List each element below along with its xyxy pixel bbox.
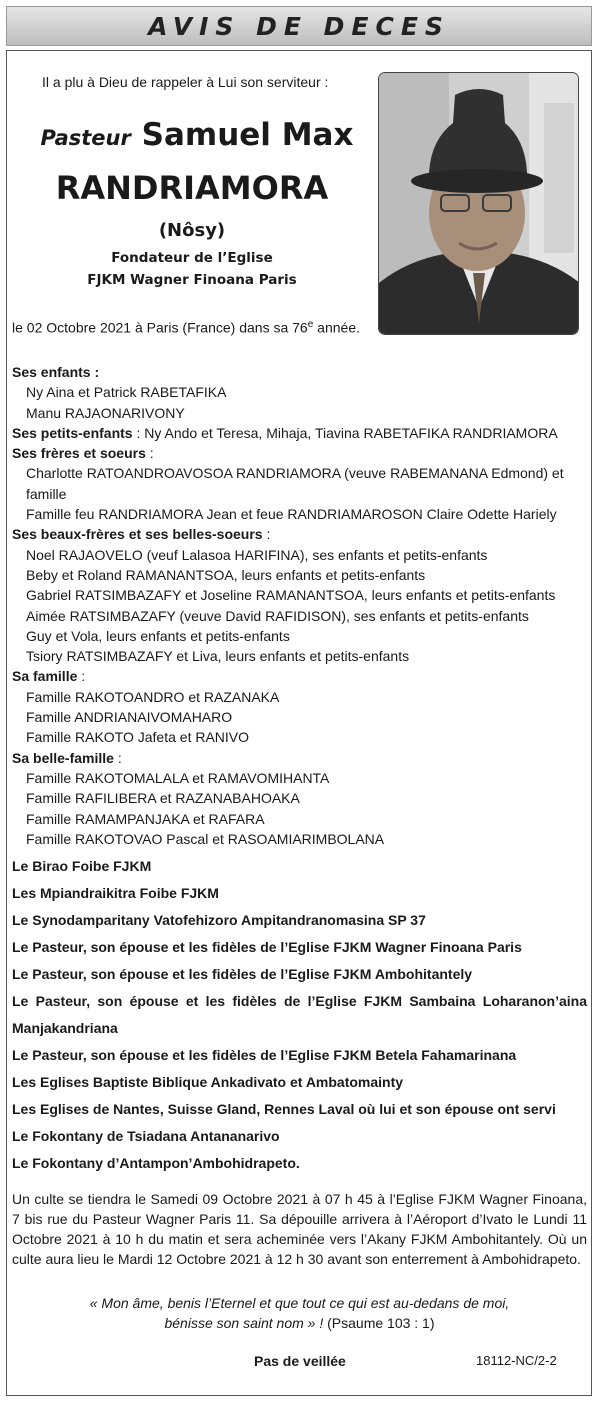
family-group-head: Ses petits-enfants xyxy=(12,424,133,441)
notice-header xyxy=(6,6,592,46)
list-item: Famille RAKOTOMALALA et RAMAVOMIHANTA xyxy=(26,769,330,786)
family-group-grandchildren xyxy=(12,423,587,443)
quote-line2: bénisse son saint nom » ! xyxy=(164,1315,324,1331)
list-item: Famille RAKOTOVAO Pascal et RASOAMIARIMBOLANA xyxy=(26,830,385,847)
institution-line: Les Eglises de Nantes, Suisse Gland, Rennes Laval où lui et son épouse ont servi xyxy=(12,1101,556,1117)
death-date-text: le 02 Octobre 2021 à Paris (France) dans sa 76 xyxy=(12,319,308,336)
list-item: Guy et Vola, leurs enfants et petits-enfants xyxy=(26,627,290,644)
list-item: Tsiory RATSIMBAZAFY et Liva, leurs enfants et petits-enfants xyxy=(26,648,410,665)
institution-line: Les Eglises Baptiste Biblique Ankadivato et Ambatomainty xyxy=(12,1074,404,1090)
family-group-family xyxy=(12,666,587,747)
list-item: Manu RAJAONARIVONY xyxy=(26,404,185,421)
quote-reference: (Psaume 103 : 1) xyxy=(323,1315,435,1331)
list-item: Gabriel RATSIMBAZAFY et Joseline RAMANANTSOA, leurs enfants et petits-enfants xyxy=(26,587,556,604)
family-group-head: Ses frères et soeurs xyxy=(12,445,146,462)
death-date xyxy=(12,319,360,336)
deceased-title: Pasteur xyxy=(40,126,131,150)
list-item: Famille ANDRIANAIVOMAHARO xyxy=(26,709,233,726)
family-group-inline: : xyxy=(262,526,271,543)
family-group-head: Ses enfants : xyxy=(12,364,100,380)
intro-text: Il a plu à Dieu de rappeler à Lui son serviteur : xyxy=(42,74,329,90)
scripture-quote xyxy=(12,1293,587,1333)
death-date-suffix: année. xyxy=(313,319,360,336)
list-item: Beby et Roland RAMANANTSOA, leurs enfants et petits-enfants xyxy=(26,566,426,583)
family-group-in-law-siblings xyxy=(12,524,587,666)
institution-line: Le Pasteur, son épouse et les fidèles de l’Eglise FJKM Wagner Finoana Paris xyxy=(12,939,522,955)
quote-line1: « Mon âme, benis l’Eternel et que tout ce qui est au-dedans de moi, xyxy=(89,1295,510,1311)
institution-line: Le Fokontany de Tsiadana Antananarivo xyxy=(12,1128,280,1144)
institution-line: Le Synodamparitany Vatofehizoro Ampitandranomasina SP 37 xyxy=(12,912,426,928)
family-group-head: Sa famille xyxy=(12,668,78,685)
portrait-illustration xyxy=(379,73,579,335)
no-wake-note: Pas de veillée xyxy=(254,1353,346,1369)
list-item: Noel RAJAOVELO (veuf Lalasoa HARIFINA), ses enfants et petits-enfants xyxy=(26,546,488,563)
family-list xyxy=(12,362,587,849)
family-group-inline: : xyxy=(145,445,154,462)
deceased-name-line1 xyxy=(12,115,382,158)
list-item: Aimée RATSIMBAZAFY (veuve David RAFIDISON), ses enfants et petits-enfants xyxy=(26,607,529,624)
institutions-list xyxy=(12,853,587,1177)
list-item: Charlotte RATOANDROAVOSOA RANDRIAMORA (veuve RABEMANANA Edmond) et famille xyxy=(26,465,564,502)
institution-line: Le Birao Foibe FJKM xyxy=(12,858,152,874)
institution-line: Le Fokontany d’Antampon’Ambohidrapeto. xyxy=(12,1155,300,1171)
list-item: Ny Aina et Patrick RABETAFIKA xyxy=(26,384,227,401)
family-group-inline: : xyxy=(77,668,86,685)
family-group-inline: : Ny Ando et Teresa, Mihaja, Tiavina RABETAFIKA RANDRIAMORA xyxy=(132,424,558,441)
notice-reference: 18112-NC/2-2 xyxy=(476,1353,557,1368)
list-item: Famille feu RANDRIAMORA Jean et feue RANDRIAMAROSON Claire Odette Hariely xyxy=(26,506,557,523)
institution-line: Le Pasteur, son épouse et les fidèles de l’Eglise FJKM Betela Fahamarinana xyxy=(12,1047,517,1063)
family-group-children xyxy=(12,362,587,423)
ceremony-paragraph: Un culte se tiendra le Samedi 09 Octobre 2021 à 07 h 45 à l’Eglise FJKM Wagner Finoana, 7 bis rue du Pasteur Wagner Paris 11. Sa dépouille arrivera à l’Aéroport d’Ivato le Lundi 11 Octobre 2021 à 10 h du matin et sera acheminée vers l’Akany FJKM Ambohitantely. Où un culte aura lieu le Mardi 12 Octobre 2021 à 12 h 30 avant son enterrement à Ambohidrapeto. xyxy=(12,1191,587,1267)
deceased-surname: RANDRIAMORA xyxy=(55,169,329,207)
list-item: Famille RAFILIBERA et RAZANABAHOAKA xyxy=(26,790,300,807)
list-item: Famille RAKOTOANDRO et RAZANAKA xyxy=(26,688,280,705)
family-group-in-laws xyxy=(12,748,587,849)
institution-line: Le Pasteur, son épouse et les fidèles de l’Eglise FJKM Ambohitantely xyxy=(12,966,473,982)
institution-line: Le Pasteur, son épouse et les fidèles de l’Eglise FJKM Sambaina Loharanon’aina Manjakandriana xyxy=(12,993,587,1036)
death-date-sup: e xyxy=(307,319,314,330)
family-group-head: Ses beaux-frères et ses belles-soeurs xyxy=(12,526,263,543)
institution-line: Les Mpiandraikitra Foibe FJKM xyxy=(12,885,219,901)
deceased-first-names: Samuel Max xyxy=(141,117,354,153)
deceased-role-line1: Fondateur de l’Eglise xyxy=(111,250,273,266)
list-item: Famille RAKOTO Jafeta et RANIVO xyxy=(26,729,250,746)
family-group-head: Sa belle-famille xyxy=(12,749,114,766)
notice-title: AVIS DE DECES xyxy=(148,11,450,41)
deceased-nickname: (Nôsy) xyxy=(158,220,226,241)
deceased-role-line2: FJKM Wagner Finoana Paris xyxy=(87,272,297,288)
family-group-siblings xyxy=(12,443,587,524)
list-item: Famille RAMAMPANJAKA et RAFARA xyxy=(26,810,265,827)
family-group-inline: : xyxy=(113,749,122,766)
deceased-photo xyxy=(378,72,579,335)
